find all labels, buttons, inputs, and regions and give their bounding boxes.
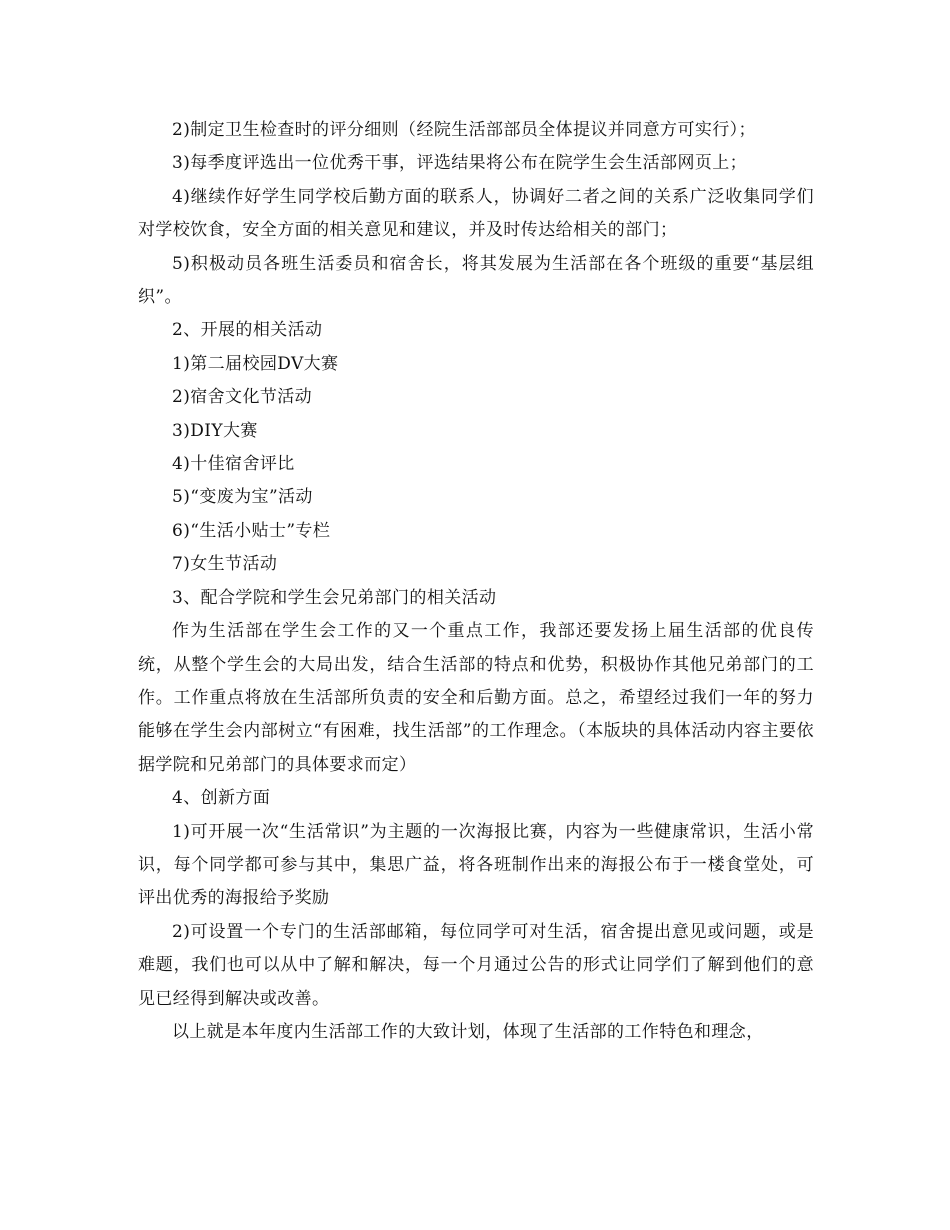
section-heading-activities: 2、开展的相关活动	[172, 320, 323, 341]
list-item-diy-contest: 3)DIY大赛	[172, 420, 258, 441]
paragraph-item-3-quarterly-selection: 3)每季度评选出一位优秀干事，评选结果将公布在院学生会生活部网页上；	[172, 153, 748, 174]
paragraph-item-poster-contest: 1)可开展一次“生活常识”为主题的一次海报比赛，内容为一些健康常识，生活小常识，每个同学都可参与其中，集思广益，将各班制作出来的海报公布于一楼食堂处，可评出优秀的海报给予奖励	[138, 821, 814, 909]
paragraph-item-5-grassroots: 5)积极动员各班生活委员和宿舍长，将其发展为生活部在各个班级的重要“基层组织”。	[138, 253, 814, 308]
section-heading-cooperation: 3、配合学院和学生会兄弟部门的相关活动	[172, 587, 497, 608]
section-heading-innovation: 4、创新方面	[172, 788, 271, 809]
list-item-life-tips: 6)“生活小贴士”专栏	[172, 520, 331, 541]
paragraph-conclusion: 以上就是本年度内生活部工作的大致计划，体现了生活部的工作特色和理念，	[172, 1021, 764, 1042]
paragraph-item-2-scoring-rules: 2)制定卫生检查时的评分细则（经院生活部部员全体提议并同意方可实行）；	[172, 120, 756, 140]
list-item-top-ten-dorms: 4)十佳宿舍评比	[172, 454, 295, 475]
paragraph-item-4-logistics-liaison: 4)继续作好学生同学校后勤方面的联系人，协调好二者之间的关系广泛收集同学们对学校饮食，安全方面的相关意见和建议，并及时传达给相关的部门；	[138, 186, 814, 241]
paragraph-item-mailbox: 2)可设置一个专门的生活部邮箱，每位同学可对生活，宿舍提出意见或问题，或是难题，我们也可以从中了解和解决，每一个月通过公告的形式让同学们了解到他们的意见已经得到解决或改善。	[138, 921, 814, 1009]
document-body	[138, 114, 814, 1049]
list-item-girls-day: 7)女生节活动	[172, 554, 278, 575]
list-item-dv-contest: 1)第二届校园DV大赛	[172, 353, 339, 374]
list-item-dorm-festival: 2)宿舍文化节活动	[172, 387, 313, 408]
list-item-recycling: 5)“变废为宝”活动	[172, 487, 313, 508]
paragraph-cooperation-body: 作为生活部在学生会工作的又一个重点工作，我部还要发扬上届生活部的优良传统，从整个学生会的大局出发，结合生活部的特点和优势，积极协作其他兄弟部门的工作。工作重点将放在生活部所负责的安全和后勤方面。总之，希望经过我们一年的努力能够在学生会内部树立“有困难，找生活部”的工作理念。（本版块的具体活动内容主要依据学院和兄弟部门的具体要求而定）	[138, 621, 814, 775]
